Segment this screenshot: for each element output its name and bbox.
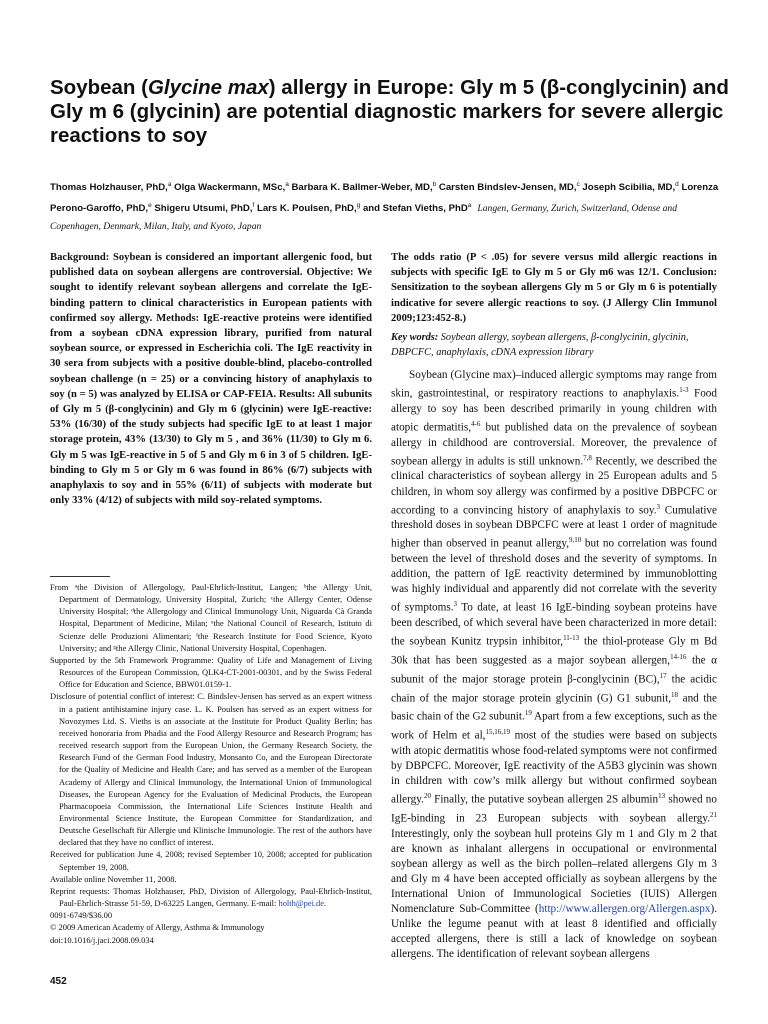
author-name: Thomas Holzhauser, PhD, <box>50 182 168 194</box>
footnote-issn: 0091-6749/$36.00 <box>50 910 113 921</box>
allergen-website-link[interactable]: http://www.allergen.org/Allergen.aspx <box>538 902 711 915</box>
author-name: Joseph Scibilia, MD, <box>582 182 676 194</box>
ref[interactable]: 19 <box>524 709 532 718</box>
ref[interactable]: 14-16 <box>670 652 687 661</box>
ref[interactable]: 3 <box>656 502 661 511</box>
footnote-affiliations: From ᵃthe Division of Allergology, Paul-Ehrlich-Institut, Langen; ᵇthe Allergy Unit, Department of Dermatology, University Hospital, Zurich; ᶜthe Allergy Center, Odense University Hospital; ᵈthe Allergology and Clinical Immunology Unit, Niguarda Cà Granda Hospital, Department of Medicine, Milan; ᵉthe National Council of Research, Istituto di Scienze delle Produzioni Alimentari; ᶠthe Research Institute for Food Science, Kyoto University; and ᵍthe Allergy Clinic, National University Hospital, Copenhagen. <box>50 582 372 653</box>
body-column <box>391 368 717 962</box>
author-name: Carsten Bindslev-Jensen, MD, <box>438 182 577 194</box>
article-title <box>50 76 730 148</box>
author-name: Lorenza Perono-Garoffo, PhD, <box>50 182 719 215</box>
abstract-text: Background: Soybean is considered an important allergenic food, but published data on soybean allergens are controversial. Objective: We sought to identify relevant soybean allergens and correlate the IgE-binding pattern to clinical characteristics in European patients with confirmed soy allergy. Methods: IgE-reactive proteins were identified from a soybean cDNA expression library, purified from natural soybean source, or expressed in Escherichia coli. The IgE reactivity in 30 sera from subjects with a positive double-blind, placebo-controlled soybean challenge (n = 25) or a convincing history of anaphylaxis to soy (n = 5) was analyzed by ELISA or CAP-FEIA. Results: All subunits of Gly m 5 (β-conglycinin) and Gly m 6 (glycinin) were IgE-reactive: 53% (16/30) of the study subjects had specific IgE to at least 1 major storage protein, 43% (13/30) to Gly m 5 , and 36% (11/30) to Gly m 6. Gly m 5 was IgE-reactive in 5 of 5 and Gly m 6 in 3 of 5 children. IgE-binding to Gly m 5 or Gly m 6 was found in 86% (6/7) subjects with anaphylaxis to soy and in 55% (6/11) of subjects with moderate but only 33% (4/12) of subjects with mild soy-related symptoms. <box>50 252 372 507</box>
ref[interactable]: 13 <box>658 791 666 800</box>
ref[interactable]: 4-6 <box>471 419 481 428</box>
author-affiliation-marker: a <box>167 181 172 188</box>
page-number: 452 <box>50 976 67 987</box>
author-name: Lars K. Poulsen, PhD, <box>256 203 357 215</box>
ref[interactable]: 15,16,19 <box>485 728 510 737</box>
keywords-label: Key words: <box>391 332 439 343</box>
author-affiliation-marker: e <box>148 202 152 210</box>
author-affiliation-marker: c <box>576 181 580 188</box>
ref[interactable]: 11-13 <box>563 634 580 643</box>
footnote-copyright: © 2009 American Academy of Allergy, Asthma & Immunology <box>50 922 265 933</box>
abstract-conclusion: The odds ratio (P < .05) for severe versus mild allergic reactions in subjects with specific IgE to Gly m 5 or Gly m6 was 12/1. Conclusion: Sensitization to the soybean allergens Gly m 5 or Gly m 6 is potentially indicative for severe allergic reactions to soy. (J Allergy Clin Immunol 2009;123:452-8.) <box>391 252 717 324</box>
footnote-divider <box>50 576 110 577</box>
author-name: Barbara K. Ballmer-Weber, MD, <box>291 182 433 194</box>
author-affiliation-marker: f <box>252 202 255 210</box>
ref[interactable]: 18 <box>671 690 679 699</box>
ref[interactable]: 9,10 <box>569 536 582 545</box>
ref[interactable]: 1-3 <box>679 386 689 395</box>
abstract-right-column <box>391 250 717 326</box>
footnote-received: Received for publication June 4, 2008; revised September 10, 2008; accepted for publication September 19, 2008. <box>50 849 372 872</box>
author-name: Shigeru Utsumi, PhD, <box>154 203 253 215</box>
footnote-disclosure: Disclosure of potential conflict of interest: C. Bindslev-Jensen has served as an expert witness in a patient antihistamine injury case. L. K. Poulsen has served as an expert witness for Novozymes Ltd. S. Vieths is an associate at the Institute for Product Quality Berlin; has received honoraria from Phadia and the Food Allergy Resource and Research Program; has received research support from the European Union, the Germany Research Society, the Research Fund of the German Food Industry, Monsanto Co, and the European Directorate for the Quality of Medicine and Health Care; and has served as a member of the European Academy of Allergy and Clinical Immunology, the International Union of Immunological Diseases, the European Agency for the Evaluation of Medicinal Products, the European Pharmacopoeia Commission, the International Life Sciences Institute Health and Environmental Science Institute, the European Committee for Standardization, and Deutsche Gesellschaft für Allergie und Klinische Immunologie. The rest of the authors have declared that they have no conflict of interest. <box>50 691 372 848</box>
author-name: and Stefan Vieths, PhD <box>362 203 468 215</box>
ref[interactable]: 17 <box>659 671 667 680</box>
footnote-online: Available online November 11, 2008. <box>50 873 177 884</box>
affiliation-line: Langen, Germany, Zurich, Switzerland, Odense and Copenhagen, Denmark, Milan, Italy, and Kyoto, Japan <box>50 203 678 233</box>
author-affiliation-marker: g <box>356 202 361 210</box>
ref[interactable]: 3 <box>453 600 458 609</box>
ref[interactable]: 21 <box>710 810 717 819</box>
keywords-text: Soybean allergy, soybean allergens, β-conglycinin, glycinin, DBPCFC, anaphylaxis, cDNA expression library <box>391 332 689 358</box>
footnotes <box>50 581 372 946</box>
footnote-support: Supported by the 5th Framework Programme: Quality of Life and Management of Living Resources of the European Commission, QLK4-CT-2001-00301, and by the Swiss Federal Office for Education and Science, BBW01.0159-1. <box>50 654 372 690</box>
footnote-reprint: Reprint requests: Thomas Holzhauser, PhD, Division of Allergology, Paul-Ehrlich-Institut, Paul-Ehrlich-Strasse 51-59, D-63225 Langen, Germany. E-mail: holth@pei.de. <box>50 885 372 909</box>
author-affiliation-marker: a <box>285 181 289 188</box>
ref[interactable]: 7,8 <box>583 453 592 462</box>
ref[interactable]: 20 <box>423 791 431 800</box>
title-text: Soybean ( <box>50 76 148 99</box>
email-link[interactable]: holth@pei.de <box>278 898 324 909</box>
footnote-doi: doi:10.1016/j.jaci.2008.09.034 <box>50 934 154 945</box>
author-affiliation-marker: d <box>675 181 679 188</box>
author-affiliation-marker: b <box>432 181 437 188</box>
author-affiliation-marker: a <box>467 202 472 210</box>
keywords <box>391 330 717 360</box>
author-name: Olga Wackermann, MSc, <box>174 182 286 194</box>
title-text-rest: ) allergy in Europe: Gly m 5 (β-conglycinin) and Gly m 6 (glycinin) are potential diagnostic markers for severe allergic reactions to soy <box>50 76 729 147</box>
author-list <box>50 176 730 236</box>
title-species: Glycine max <box>147 76 269 99</box>
abstract-left-column <box>50 250 372 508</box>
body-paragraph: Soybean (Glycine max)–induced allergic symptoms may range from skin, gastrointestinal, or respiratory reactions to anaphylaxis.$^{1-3}$ Food allergy to soy has been described primarily in young children with atopic dermatitis,$^{4-6}$ but published data on the prevalence of soybean allergy in childhood are controversial. Moreover, the prevalence of soybean allergy in adults is still unknown.$^{7,8}$ Recently, we described the clinical characteristics of soybean allergy in 25 European adults and 5 children, in whom soy allergy was confirmed by a positive DBPCFC or according to a convincing history of anaphylaxis to soy.$^3$ Cumulative threshold doses in soybean DBPCFC were at least 1 order of magnitude higher than observed in peanut allergy,$^{9,10}$ but no correlation was found between the level of threshold doses and the severity of symptoms. In addition, the pattern of IgE reactivity determined by immunoblotting was highly individual and apparently did not correlate with the severity of symptoms.$^3$ To date, at least 16 IgE-binding soybean proteins have been described, of which several have been characterized in more detail: the soybean Kunitz trypsin inhibitor,$^{11-13}$ the thiol-protease Gly m Bd 30k that has been suggested as a major soybean allergen,$^{14-16}$ the α subunit of the major storage protein β-conglycinin (BC),$^{17}$ the acidic chain of the major storage protein glycinin (G) G1 subunit,$^{18}$ and the basic chain of the G2 subunit.$^{19}$ Apart from a few exceptions, such as the work of Helm et al,$^{15,16,19}$ most of the studies were based on subjects with atopic dermatitis whose food-related symptoms were not confirmed by DBPCFC. Moreover, IgE reactivity of the A5B3 glycinin was shown in children with cow’s milk allergy but without confirmed soybean allergy.$^{20}$ Finally, the putative soybean allergen 2S albumin$^{13}$ showed no IgE-binding in 23 European subjects with soybean allergy.$^{21}$ Interestingly, only the soybean hull proteins Gly m 1 and Gly m 2 that are known as inhalant allergens in occupational or environmental soybean allergy as well as the birch pollen–related allergens Gly m 3 and Gly m 4 have been accepted officially as soybean allergens by the International Union of Immunological Societies (IUIS) Allergen Nomenclature Sub-Committee (http://www.allergen.org/Allergen.aspx). Unlike the legume peanut with at least 8 identified and officially accepted allergens, there is still a lack of knowledge on soybean allergens. The identification of relevant soybean allergens <box>391 369 717 960</box>
